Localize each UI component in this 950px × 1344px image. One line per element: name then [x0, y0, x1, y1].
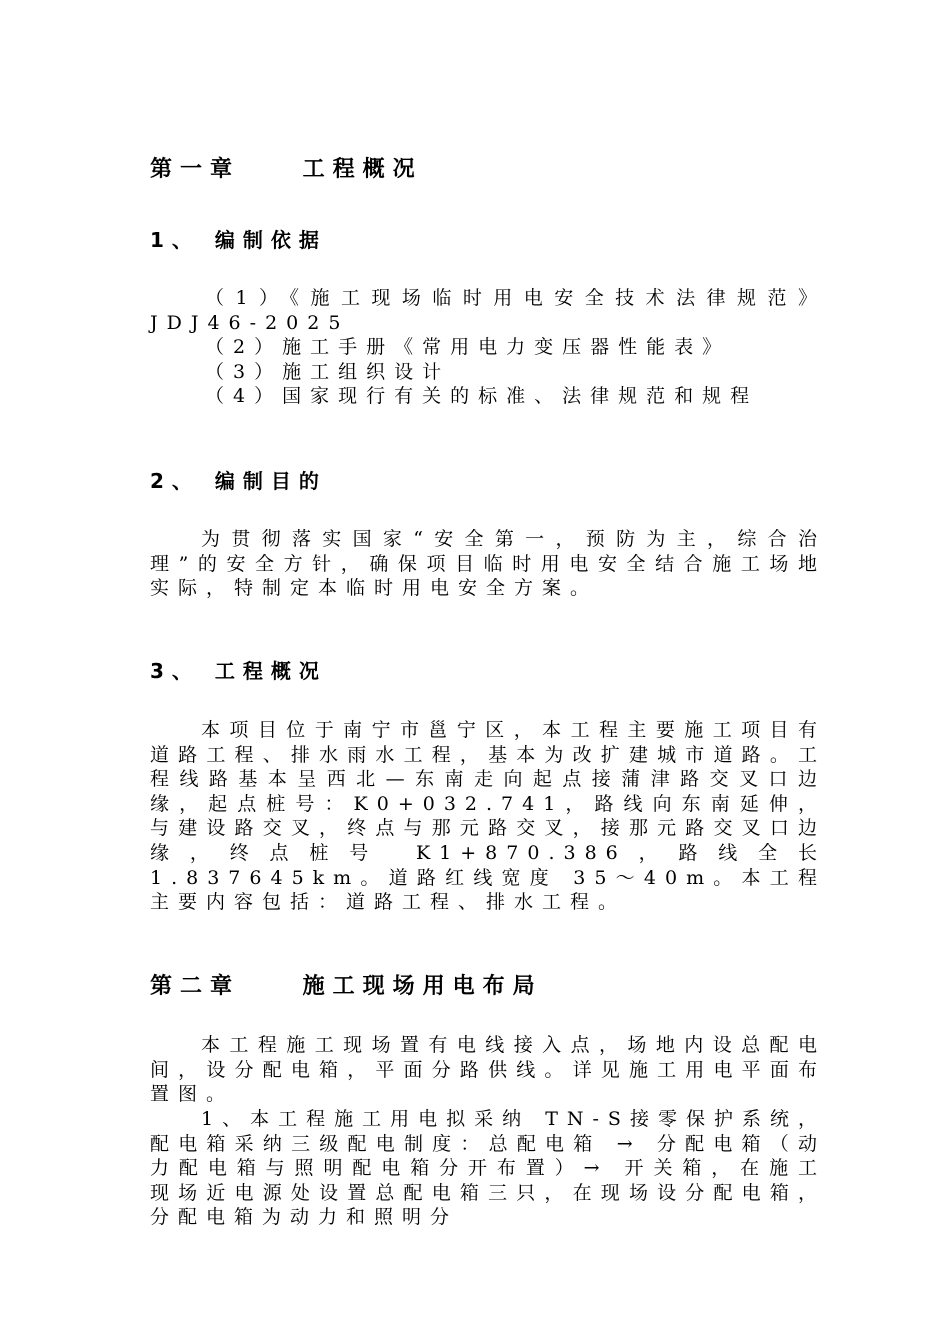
- list-item-4: （4）国家现行有关的标准、法律规范和规程: [205, 385, 759, 408]
- list-item-2: （2）施工手册《常用电力变压器性能表》: [205, 336, 731, 359]
- list-item-3: （3）施工组织设计: [205, 360, 451, 383]
- chapter-2-paragraph-1: 本工程施工现场置有电线接入点，场地内设总配电间，设分配电箱，平面分路供线。详见施工用电平面布置图。: [150, 1034, 826, 1106]
- chapter-2-title: 第二章 施工现场用电布局: [150, 974, 543, 999]
- section-1-list: [150, 286, 826, 409]
- section-3-heading: 3、 工程概况: [150, 659, 327, 683]
- section-1-heading: 1、 编制依据: [150, 228, 327, 252]
- list-item-1: （1）《施工现场临时用电安全技术法律规范》 JDJ46-2025: [150, 287, 826, 334]
- chapter-2-paragraph-2: 1、本工程施工用电拟采纳 TN-S接零保护系统，配电箱采纳三级配电制度：总配电箱 → 分配电箱（动力配电箱与照明配电箱分开布置）→ 开关箱，在施工现场近电源处设置总配电箱三只，在现场设分配电箱，分配电箱为动力和照明分: [150, 1108, 826, 1229]
- section-3-paragraph: 本项目位于南宁市邕宁区，本工程主要施工项目有道路工程、排水雨水工程，基本为改扩建城市道路。工程线路基本呈西北—东南走向起点接蒲津路交叉口边缘，起点桩号：K0+032.741，路线向东南延伸，与建设路交叉，终点与那元路交叉，接那元路交叉口边缘，终点桩号 K1+870.386，路线全长 1.837645km。道路红线宽度 35～40m。本工程主要内容包括：道路工程、排水工程。: [150, 719, 826, 914]
- chapter-1-title: 第一章 工程概况: [150, 157, 423, 182]
- section-2-heading: 2、 编制目的: [150, 469, 327, 493]
- section-2-paragraph: 为贯彻落实国家“安全第一，预防为主，综合治理”的安全方针，确保项目临时用电安全结合施工场地实际，特制定本临时用电安全方案。: [150, 528, 826, 600]
